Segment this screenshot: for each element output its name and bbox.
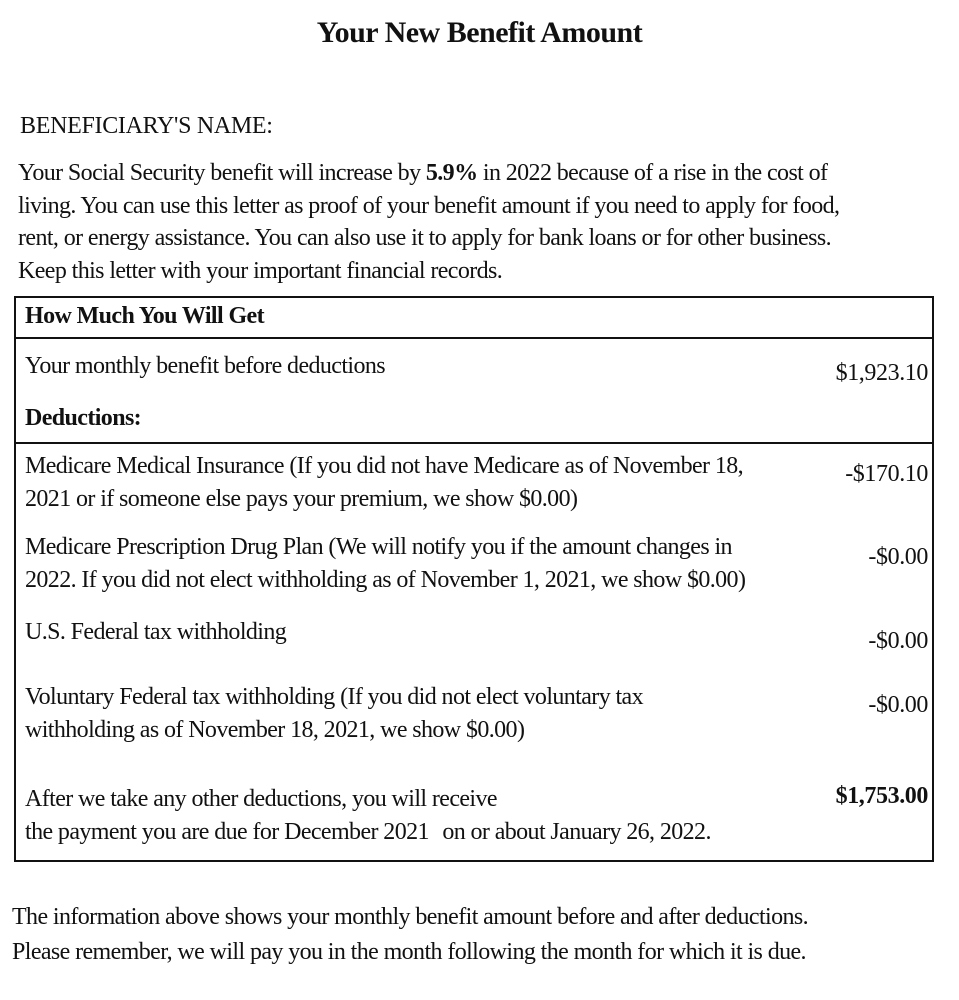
intro-line-3: rent, or energy assistance. You can also use it to apply for bank loans or for other business. xyxy=(18,225,831,251)
voluntary-line-2: withholding as of November 18, 2021, we show $0.00) xyxy=(25,717,525,743)
payment-date-text: on or about January 26, 2022. xyxy=(442,819,711,845)
benefit-table xyxy=(14,296,934,862)
after-deductions-line-1: After we take any other deductions, you will receive xyxy=(25,786,497,812)
intro-line-2: living. You can use this letter as proof of your benefit amount if you need to apply for food, xyxy=(18,192,840,219)
voluntary-line-1: Voluntary Federal tax withholding (If you did not elect voluntary tax xyxy=(25,684,644,710)
footer-line-1: The information above shows your monthly benefit amount before and after deductions. xyxy=(12,904,809,930)
intro-paragraph xyxy=(18,157,933,287)
beneficiary-name-label: BENEFICIARY'S NAME: xyxy=(20,113,273,139)
drug-plan-line-2: 2022. If you did not elect withholding as of November 1, 2021, we show $0.00) xyxy=(25,567,746,593)
intro-line-1 xyxy=(18,157,933,190)
medicare-prescription-drug-plan xyxy=(25,531,745,597)
increase-percentage: 5.9% xyxy=(425,160,478,186)
voluntary-amount: -$0.00 xyxy=(868,692,928,718)
footer-note xyxy=(12,900,942,970)
federal-tax-withholding-label: U.S. Federal tax withholding xyxy=(25,619,287,645)
medicare-medical-line-2: 2021 or if someone else pays your premium, we show $0.00) xyxy=(25,486,578,512)
footer-line-2: Please remember, we will pay you in the month following the month for which it is due. xyxy=(12,939,806,965)
intro-line-4: Keep this letter with your important financial records. xyxy=(18,257,503,284)
voluntary-federal-tax-withholding xyxy=(25,681,643,747)
monthly-benefit-amount: $1,923.10 xyxy=(835,360,928,386)
federal-tax-withholding-amount: -$0.00 xyxy=(868,628,928,654)
table-header: How Much You Will Get xyxy=(25,303,264,329)
intro-line-1-start: Your Social Security benefit will increase by xyxy=(18,160,426,186)
monthly-benefit-label: Your monthly benefit before deductions xyxy=(25,353,386,379)
medicare-medical-amount: -$170.10 xyxy=(845,461,928,487)
page-title: Your New Benefit Amount xyxy=(316,16,643,49)
header-divider xyxy=(16,337,932,339)
drug-plan-amount: -$0.00 xyxy=(868,544,928,570)
net-payment-amount: $1,753.00 xyxy=(835,783,928,809)
payment-due-text: the payment you are due for December 2021 xyxy=(25,819,429,845)
medicare-medical-line-1: Medicare Medical Insurance (If you did not have Medicare as of November 18, xyxy=(25,453,744,479)
medicare-medical-insurance xyxy=(25,450,743,516)
after-deductions-line-2 xyxy=(25,816,711,849)
deductions-divider xyxy=(16,442,932,444)
intro-line-1-end: in 2022 because of a rise in the cost of xyxy=(477,160,828,186)
deductions-header: Deductions: xyxy=(25,405,142,431)
drug-plan-line-1: Medicare Prescription Drug Plan (We will notify you if the amount changes in xyxy=(25,534,732,560)
